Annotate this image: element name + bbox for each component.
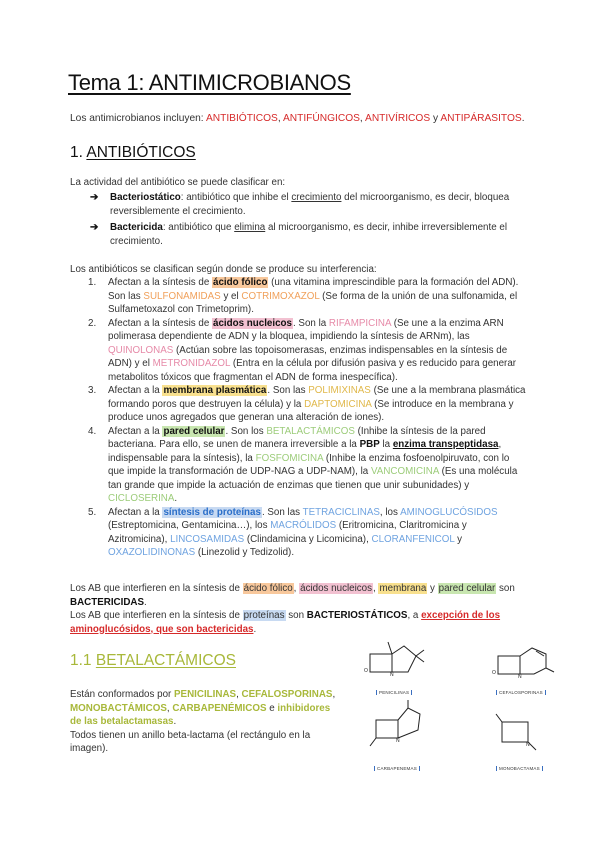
monobactam-structure <box>496 714 536 750</box>
penicillin-structure <box>370 642 424 672</box>
section-title: ANTIBIÓTICOS <box>86 144 196 161</box>
carbapenem-structure <box>370 700 420 746</box>
text: : antibiótico que inhibe el <box>180 192 292 203</box>
text: (Estreptomicina, Gentamicina…), los <box>108 520 271 531</box>
text: e <box>266 702 278 714</box>
text: son <box>285 610 307 621</box>
drug: AMINOGLUCÓSIDOS <box>400 506 498 518</box>
atom-label: N <box>396 738 400 744</box>
text: . <box>174 493 178 504</box>
drug: DAPTOMICINA <box>304 398 372 410</box>
list-item <box>90 221 530 248</box>
text: . <box>253 623 257 635</box>
text: del microorganismo, es decir, bloquea reversiblemente el crecimiento. <box>110 192 510 217</box>
term: Bactericida <box>110 222 163 233</box>
text: . Son las <box>267 385 309 396</box>
highlight: pared celular <box>163 425 225 437</box>
text: , <box>332 689 336 700</box>
atom-label: O <box>364 668 368 674</box>
text: y <box>427 583 438 594</box>
list-item <box>88 506 528 560</box>
text: Afectan a la síntesis de <box>108 317 213 329</box>
intro-item-antibioticos: ANTIBIÓTICOS <box>205 113 278 124</box>
highlight: membrana <box>379 583 427 594</box>
text: (Linezolid y Tedizolid). <box>195 547 295 558</box>
cephalosporin-structure <box>498 648 554 674</box>
term: Bacteriostático <box>110 192 181 203</box>
list-item <box>88 425 528 506</box>
text: (Clindamicina y Licomicina), <box>244 533 372 545</box>
label-cefalosporinas: CEFALOSPORINAS <box>496 690 546 695</box>
sep: , <box>359 113 366 124</box>
text: . Son la <box>292 317 329 329</box>
text: , <box>373 583 379 594</box>
text: Todos tienen un anillo beta-lactama (el rectángulo en la imagen). <box>70 729 311 754</box>
text: . <box>173 716 177 727</box>
sep: , <box>277 113 283 124</box>
atom-label: N <box>518 674 522 680</box>
betalactam-structures-figure <box>350 634 560 784</box>
subsection-number: 1.1 <box>70 652 92 669</box>
list-intro: Los antibióticos se clasifican según donde se produce su interferencia: <box>70 264 377 275</box>
text: (Eritromicina, Claritromicina y Azitromicina), <box>108 520 467 545</box>
classification-intro: La actividad del antibiótico se puede clasificar en: <box>70 177 286 188</box>
structures-svg <box>350 634 560 784</box>
keyword: enzima transpeptidasa <box>392 439 499 450</box>
label-monobactamas: MONOBACTAMAS <box>496 766 543 771</box>
text: . Son las <box>261 506 303 518</box>
drug: RIFAMPICINA <box>328 317 391 329</box>
text: (Inhibe la enzima fosfoenolpiruvato, con lo que impide la transformación de UDP-NAG a UDP-NAM), la <box>108 452 510 477</box>
highlight: pared celular <box>438 583 496 594</box>
text: . Son los <box>225 425 267 437</box>
drug: LINCOSAMIDAS <box>170 533 245 545</box>
list-item <box>90 191 530 218</box>
drug: VANCOMICINA <box>370 466 439 477</box>
drug: SULFONAMIDAS <box>143 290 221 302</box>
intro-text: Los antimicrobianos incluyen: <box>70 113 204 124</box>
arrow-right-icon: ➔ <box>90 192 99 203</box>
text: , a <box>407 610 422 621</box>
highlight: membrana plasmática <box>163 385 267 396</box>
drug: OXAZOLIDINONAS <box>108 547 196 558</box>
text: , <box>293 583 300 594</box>
text: (Inhibe la síntesis de la pared bacteriana. Para ello, se unen de manera irreversible a la <box>108 425 486 450</box>
atom-label: O <box>492 670 496 676</box>
text: , <box>166 702 173 714</box>
text: (Actúan sobre las topoisomerasas, enzimas indispensables en la síntesis de ADN) y el <box>108 344 508 369</box>
label-penicilinas: PENICILINAS <box>376 690 412 695</box>
item-number: 2. <box>88 317 97 329</box>
list-item <box>88 317 528 385</box>
highlight: proteínas <box>243 610 285 621</box>
section-number: 1. <box>70 144 83 161</box>
label-carbapenemas: CARBAPENEMAS <box>374 766 420 771</box>
keyword: PBP <box>359 439 380 450</box>
keyword: PENICILINAS <box>174 689 237 700</box>
drug: CICLOSERINA <box>108 493 175 504</box>
page-title: Tema 1: ANTIMICROBIANOS <box>68 70 351 95</box>
highlight: ácido fólico <box>243 583 293 594</box>
summary-bactericidas <box>70 582 540 636</box>
text: Afectan a la <box>108 385 163 396</box>
sep: . <box>521 113 525 124</box>
numbered-list <box>88 276 528 560</box>
text: Afectan a la síntesis de <box>108 277 213 288</box>
drug: FOSFOMICINA <box>255 452 324 464</box>
text: Están conformados por <box>70 689 175 700</box>
drug: QUINOLONAS <box>108 344 174 356</box>
drug: METRONIDAZOL <box>152 358 231 369</box>
intro-item-antifungicos: ANTIFÚNGICOS <box>282 113 360 124</box>
highlight: ácido fólico <box>213 277 268 288</box>
drug: BETALACTÁMICOS <box>266 425 355 437</box>
text: y <box>454 533 463 545</box>
text: (Se introduce en la membrana y produce unos agregados que generan una alteración de iones). <box>108 398 514 423</box>
sep: y <box>430 113 441 124</box>
betalactamicos-paragraph <box>70 688 340 756</box>
item-number: 5. <box>88 506 97 518</box>
text: , indispensable para la síntesis), la <box>108 439 502 464</box>
activity-list <box>90 191 530 251</box>
drug: MACRÓLIDOS <box>270 520 337 531</box>
item-number: 1. <box>88 277 97 288</box>
list-item <box>88 276 528 317</box>
intro-paragraph <box>70 113 525 124</box>
exception-note: excepción de los aminoglucósidos, que son bactericidas <box>70 610 501 635</box>
subsection-title: BETALACTÁMICOS <box>95 652 236 669</box>
section-heading-antibioticos <box>70 144 196 162</box>
item-number: 3. <box>88 385 97 396</box>
keyword: crecimiento <box>291 192 342 203</box>
drug: COTRIMOXAZOL <box>241 290 320 302</box>
highlight: síntesis de proteínas <box>163 506 261 518</box>
drug: CLORANFENICOL <box>371 533 455 545</box>
text: (Se une a la membrana plasmática formando poros que destruyen la célula) y la <box>108 385 526 410</box>
text: (Se une a la enzima ARN polimerasa dependiente de ADN y la bloquea, impidiendo la síntesis de ARNm), las <box>108 317 504 342</box>
text: , <box>236 689 242 700</box>
arrow-right-icon: ➔ <box>90 222 99 233</box>
text: Afectan a la <box>108 506 163 518</box>
text: y el <box>220 290 242 302</box>
text: la <box>379 439 393 450</box>
keyword: elimina <box>234 222 266 233</box>
keyword: inhibidores de las betalactamasas <box>70 702 331 727</box>
keyword: MONOBACTÁMICOS <box>70 702 167 714</box>
intro-item-antiviricos: ANTIVÍRICOS <box>365 113 431 124</box>
atom-label: N <box>526 742 530 748</box>
keyword: CARBAPENÉMICOS <box>172 702 267 714</box>
keyword: BACTERIOSTÁTICOS <box>306 610 408 621</box>
keyword: CEFALOSPORINAS <box>241 689 333 700</box>
text: Los AB que interfieren en la síntesis de <box>70 610 243 621</box>
highlight: ácidos nucleicos <box>213 317 292 329</box>
text: (Se forma de la unión de una sulfonamida, el Sulfametoxazol con Trimetoprim). <box>108 290 518 315</box>
highlight: ácidos nucleicos <box>300 583 373 594</box>
text: (Es una molécula tan grande que impide la actuación de enzimas que tienen que unir subunidades) y <box>108 466 518 491</box>
text: (una vitamina imprescindible para la formación del ADN). Son las <box>108 277 519 302</box>
text: (Entra en la célula por difusión pasiva y es reducido para generar metabolitos tóxicos que fragmentan el ADN de forma inespecífica). <box>108 358 517 383</box>
keyword: BACTERICIDAS <box>70 596 145 608</box>
text: Afectan a la <box>108 425 163 437</box>
drug: TETRACICLINAS <box>302 506 380 518</box>
text: . <box>144 596 147 608</box>
text: al microorganismo, es decir, inhibe irreversiblemente el crecimiento. <box>110 222 507 247</box>
item-number: 4. <box>88 425 97 437</box>
drug: POLIMIXINAS <box>308 385 371 396</box>
list-item <box>88 384 528 425</box>
text: , los <box>379 506 401 518</box>
intro-item-antiparasitos: ANTIPÁRASITOS <box>440 113 522 124</box>
text: Los AB que interfieren en la síntesis de <box>70 583 243 594</box>
text: : antibiótico que <box>162 222 235 233</box>
text: son <box>496 583 515 594</box>
atom-label: N <box>390 672 394 678</box>
subsection-heading-betalactamicos <box>70 652 236 670</box>
